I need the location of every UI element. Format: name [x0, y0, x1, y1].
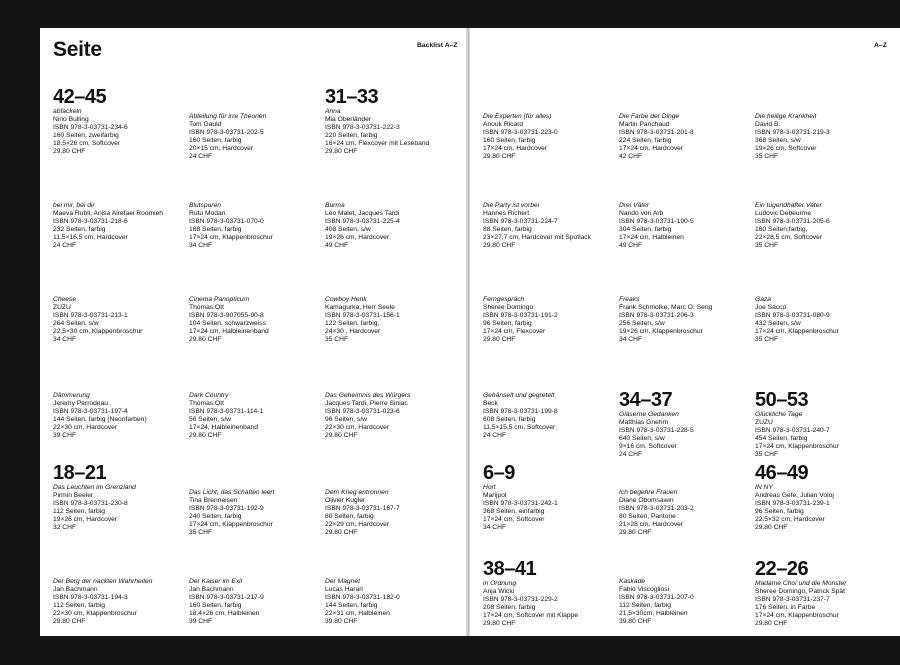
entry-author: Kamagurka, Herr Seele: [325, 304, 395, 311]
entry-isbn: ISBN 978-3-03731-203-2: [619, 505, 694, 512]
entry-isbn: ISBN 978-3-03731-222-3: [325, 124, 400, 131]
entry-isbn: ISBN 978-3-03731-191-2: [483, 312, 558, 319]
book-entry: [189, 489, 321, 537]
entry-price: 29.80 CHF: [755, 620, 788, 627]
entry-isbn: ISBN 978-3-03731-239-1: [755, 500, 830, 507]
entry-title: Die Party ist vorbei: [483, 202, 540, 209]
entry-format: 17×24, Halbleinenband: [189, 424, 258, 431]
entry-format: 17×24 cm, Klappenbroschur: [755, 443, 839, 450]
entry-pages: 232 Seiten, farbig: [53, 226, 106, 233]
book-entry: [53, 202, 185, 250]
left-entry-grid: [40, 28, 468, 636]
book-entry: [483, 462, 615, 532]
book-entry: [755, 202, 887, 250]
entry-format: 17×24 cm, Klappenbroschur: [755, 612, 839, 619]
entry-author: Lucas Harari: [325, 586, 363, 593]
entry-pages: 168 Seiten, farbig: [189, 226, 242, 233]
entry-price: 39 CHF: [53, 432, 77, 439]
entry-pages: 56 Seiten, s/w: [189, 416, 232, 423]
entry-title: Der Berg der nackten Wahrheiten: [53, 578, 153, 585]
book-entry: [483, 296, 615, 344]
entry-pages: 88 Seiten, farbig: [483, 226, 532, 233]
entry-price: 24 CHF: [483, 432, 507, 439]
entry-title: Glückliche Tage: [755, 411, 803, 418]
entry-price: 29.80 CHF: [755, 524, 788, 531]
entry-format: 19×26 cm, Klappenbroschur: [619, 328, 703, 335]
book-entry: [189, 113, 321, 161]
entry-title: in Ordnung: [483, 580, 517, 587]
right-entry-grid: [470, 28, 900, 636]
entry-price: 29.80 CHF: [53, 618, 86, 625]
entry-title: Ferngespräch: [483, 296, 525, 303]
entry-isbn: ISBN 978-3-03731-217-9: [189, 594, 264, 601]
entry-isbn: ISBN 978-3-03731-228-5: [619, 427, 694, 434]
entry-isbn: ISBN 978-3-03731-234-6: [53, 124, 128, 131]
entry-price: 29.80 CHF: [483, 153, 516, 160]
book-entry: [53, 392, 185, 440]
entry-title: IN NY: [755, 484, 773, 491]
running-head-left: Backlist A–Z: [417, 42, 458, 49]
entry-isbn: ISBN 978-3-03731-207-0: [619, 594, 694, 601]
entry-price: 29.80 CHF: [619, 529, 652, 536]
entry-price: 35 CHF: [755, 451, 779, 458]
book-entry: [189, 296, 321, 344]
entry-isbn: ISBN 978-3-03731-218-6: [53, 218, 128, 225]
book-entry: [53, 296, 185, 344]
entry-isbn: ISBN 978-3-03731-205-6: [755, 218, 830, 225]
entry-price: 34 CHF: [189, 242, 213, 249]
entry-title: Die Experten (für alles): [483, 113, 552, 120]
entry-title: Freaks: [619, 296, 640, 303]
entry-title: abfackeln: [53, 108, 82, 115]
book-entry: [619, 578, 751, 626]
entry-pages: 240 Seiten, farbig: [189, 513, 242, 520]
entry-author: Matthias Gnehm: [619, 419, 669, 426]
entry-title: Der Magnet: [325, 578, 360, 585]
entry-pages: 208 Seiten, farbig: [483, 604, 536, 611]
range-heading: 50–53: [755, 389, 809, 411]
entry-format: 22×30 cm, Hardcover: [325, 424, 390, 431]
entry-isbn: ISBN 978-3-03731-230-8: [53, 500, 128, 507]
entry-title: Burma: [325, 202, 345, 209]
entry-price: 35 CHF: [755, 242, 779, 249]
range-heading: 38–41: [483, 558, 537, 580]
entry-isbn: ISBN 978-3-03731-201-8: [619, 129, 694, 136]
entry-format: 21×28 cm, Hardcover: [619, 521, 684, 528]
entry-format: 19×26 cm, Hardcover: [325, 234, 390, 241]
entry-isbn: ISBN 978-3-03731-206-3: [619, 312, 694, 319]
book-entry: [755, 558, 887, 628]
entry-price: 29.80 CHF: [483, 620, 516, 627]
book-entry: [325, 578, 457, 626]
entry-pages: 96 Seiten, farbig: [755, 508, 804, 515]
entry-author: Rutu Modan: [189, 210, 226, 217]
entry-format: 18,4×26 cm, Halbleinen: [189, 610, 260, 617]
entry-title: Gaza: [755, 296, 771, 303]
entry-author: Nando von Arb: [619, 210, 664, 217]
book-entry: [755, 389, 887, 459]
entry-format: 17×24 cm, Hardcover: [483, 145, 548, 152]
entry-price: 34 CHF: [483, 524, 507, 531]
entry-format: 20×15 cm, Hardcover: [189, 145, 254, 152]
book-entry: [325, 86, 457, 156]
entry-author: Jan Bachmann: [53, 586, 98, 593]
entry-author: Olivier Kugler: [325, 497, 366, 504]
entry-author: Fabio Viscogliosi: [619, 586, 670, 593]
entry-format: 17×24 cm, Halbleinenband: [189, 328, 269, 335]
entry-format: 22×30 cm, Klappenbroschur: [53, 610, 137, 617]
entry-isbn: ISBN 978-3-03731-225-4: [325, 218, 400, 225]
entry-title: Madame Choi und die Monster: [755, 580, 847, 587]
entry-author: Thomas Ott: [189, 400, 224, 407]
entry-isbn: ISBN 978-3-03731-199-8: [483, 408, 558, 415]
entry-format: 21,5×30cm, Halbleinen: [619, 610, 688, 617]
entry-author: Joe Sacco: [755, 304, 787, 311]
entry-format: 17×24 cm, Flexcover: [483, 328, 546, 335]
entry-title: Die Farbe der Dinge: [619, 113, 680, 120]
book-entry: [325, 296, 457, 344]
entry-author: Nino Bulling: [53, 116, 89, 123]
entry-isbn: ISBN 978-3-03731-213-1: [53, 312, 128, 319]
book-entry: [325, 489, 457, 537]
entry-format: 11,5×16,5 cm, Hardcover: [53, 234, 128, 241]
entry-title: Dem Krieg entronnen: [325, 489, 389, 496]
book-entry: [325, 392, 457, 440]
entry-author: Beck: [483, 400, 498, 407]
book-entry: [483, 392, 615, 440]
entry-isbn: ISBN 978-3-03731-229-2: [483, 596, 558, 603]
entry-isbn: ISBN 978-3-03731-192-9: [189, 505, 264, 512]
entry-price: 29.80 CHF: [325, 529, 358, 536]
entry-author: Sheree Domingo, Patrick Spät: [755, 588, 845, 595]
entry-price: 35 CHF: [755, 336, 779, 343]
entry-title: Abteilung für irre Theorien: [189, 113, 267, 120]
entry-title: Blutspuren: [189, 202, 221, 209]
entry-isbn: ISBN 978-3-03731-114-1: [189, 408, 264, 415]
entry-pages: 96 Seiten, farbig: [483, 320, 532, 327]
book-entry: [755, 113, 887, 161]
book-entry: [189, 202, 321, 250]
entry-price: 29.80 CHF: [53, 148, 86, 155]
entry-pages: 112 Seiten, farbig: [619, 602, 671, 609]
entry-title: Ein tugendhafter Vater: [755, 202, 822, 209]
entry-pages: 144 Seiten, farbig (Neonfarben): [53, 416, 147, 423]
entry-pages: 96 Seiten, s/w: [325, 416, 368, 423]
entry-price: 29.80 CHF: [189, 432, 222, 439]
range-heading: 42–45: [53, 86, 107, 108]
entry-price: 34 CHF: [53, 336, 77, 343]
entry-price: 29.80 CHF: [483, 242, 516, 249]
book-entry: [619, 113, 751, 161]
entry-pages: 176 Seiten, in Farbe: [755, 604, 816, 611]
left-page: [40, 28, 468, 636]
book-entry: [189, 578, 321, 626]
entry-format: 23×27,7 cm, Hardcover mit Spotlack: [483, 234, 591, 241]
entry-title: Die heilige Krankheit: [755, 113, 817, 120]
entry-isbn: ISBN 978-3-03731-182-0: [325, 594, 400, 601]
entry-price: 42 CHF: [619, 153, 643, 160]
entry-format: 17×24 cm, Halbleinen: [619, 234, 684, 241]
entry-author: Mia Oberländer: [325, 116, 372, 123]
entry-author: ZUZU: [53, 304, 71, 311]
entry-format: 22.5×32 cm, Hardcover: [755, 516, 825, 523]
entry-isbn: ISBN 978-3-907055-90-8: [189, 312, 264, 319]
range-heading: 18–21: [53, 462, 107, 484]
entry-author: Sheree Domingo: [483, 304, 534, 311]
entry-pages: 112 Seiten, farbig: [53, 602, 105, 609]
entry-title: Dämmerung: [53, 392, 90, 399]
entry-author: Jacques Tardi, Pierre Siniac: [325, 400, 408, 407]
entry-author: Maeva Rubli, Anisa Alrefaei Roomieh: [53, 210, 164, 217]
entry-pages: 122 Seiten, farbig,: [325, 320, 380, 327]
entry-pages: 264 Seiten, s/w: [53, 320, 99, 327]
entry-pages: 432 Seiten, s/w: [755, 320, 801, 327]
entry-price: 49 CHF: [619, 242, 643, 249]
entry-pages: 408 Seiten, s/w: [325, 226, 371, 233]
entry-author: David B.: [755, 121, 781, 128]
entry-format: 17×24 cm, Klappenbroschur: [189, 234, 273, 241]
entry-price: 29.80 CHF: [189, 336, 222, 343]
entry-author: Pirmin Beeler: [53, 492, 94, 499]
entry-pages: 160 Seiten,farbig,: [755, 226, 808, 233]
entry-author: Martin Panchaud: [619, 121, 670, 128]
entry-format: 16×24 cm, Flexcover mit Leseband: [325, 140, 430, 147]
entry-format: 19×26 cm, Softcover: [755, 145, 817, 152]
entry-price: 24 CHF: [53, 242, 77, 249]
entry-author: Jan Bachmann: [189, 586, 234, 593]
entry-price: 29.80 CHF: [483, 336, 516, 343]
entry-author: Marijpol: [483, 492, 507, 499]
entry-isbn: ISBN 978-3-03731-190-5: [619, 218, 694, 225]
entry-author: Tina Brenneisen: [189, 497, 238, 504]
entry-format: 19×26 cm, Hardcover: [53, 516, 118, 523]
entry-title: Das Leuchten im Grenzland: [53, 484, 136, 491]
book-entry: [619, 389, 751, 459]
entry-format: 17×24 cm, Klappenbroschur: [755, 328, 839, 335]
entry-title: Gläserne Gedanken: [619, 411, 679, 418]
entry-price: 32 CHF: [53, 524, 77, 531]
entry-title: Das Licht, das Schatten leert: [189, 489, 275, 496]
entry-author: Léo Malet, Jacques Tardi: [325, 210, 400, 217]
range-heading: 34–37: [619, 389, 673, 411]
entry-price: 35 CHF: [755, 153, 779, 160]
entry-isbn: ISBN 978-3-03731-240-7: [755, 427, 830, 434]
entry-title: Kaskade: [619, 578, 646, 585]
entry-price: 34 CHF: [619, 336, 643, 343]
entry-price: 29.80 CHF: [325, 148, 358, 155]
entry-format: 9×16 cm, Softcover: [619, 443, 677, 450]
entry-author: Frank Schmolke, Marc O. Seng: [619, 304, 713, 311]
book-entry: [619, 489, 751, 537]
entry-pages: 454 Seiten, farbig: [755, 435, 808, 442]
entry-title: Cheese: [53, 296, 77, 303]
book-entry: [483, 202, 615, 250]
entry-author: Ludovic Debeurme: [755, 210, 812, 217]
entry-author: Tom Gauld: [189, 121, 222, 128]
entry-isbn: ISBN 978-3-03731-023-6: [325, 408, 400, 415]
book-entry: [189, 392, 321, 440]
book-entry: [53, 86, 185, 156]
entry-isbn: ISBN 978-3-03731-167-7: [325, 505, 400, 512]
entry-author: Andreas Gefe, Julian Voloj: [755, 492, 834, 499]
entry-isbn: ISBN 978-3-03731-223-0: [483, 129, 558, 136]
entry-format: 17×24 cm, Klappenbroschur: [189, 521, 273, 528]
entry-author: ZUZU: [755, 419, 773, 426]
entry-title: Cinema Panopticum: [189, 296, 250, 303]
book-entry: [619, 202, 751, 250]
right-page: [470, 28, 900, 636]
entry-title: Der Kaiser im Exil: [189, 578, 243, 585]
entry-pages: 608 Seiten, farbig: [483, 416, 536, 423]
entry-price: 24 CHF: [619, 451, 643, 458]
book-entry: [325, 202, 457, 250]
entry-price: 24 CHF: [189, 153, 213, 160]
entry-format: 17×24 cm, Softcover: [483, 516, 545, 523]
entry-author: Anja Wicki: [483, 588, 515, 595]
entry-author: Jeremy Perrodeau: [53, 400, 109, 407]
entry-title: Hort: [483, 484, 496, 491]
entry-pages: 160 Seiten, farbig: [483, 137, 536, 144]
entry-pages: 160 Seiten, farbig: [189, 602, 242, 609]
entry-format: 22×30 cm, Hardcover: [53, 424, 118, 431]
entry-pages: 304 Seiten, farbig: [619, 226, 672, 233]
page-title: Seite: [53, 38, 102, 61]
entry-author: Hannes Richert: [483, 210, 530, 217]
entry-title: Anna: [325, 108, 341, 115]
entry-pages: 160 Seiten, farbig: [189, 137, 242, 144]
entry-author: Thomas Ott: [189, 304, 224, 311]
entry-pages: 80 Seiten, Pantone: [619, 513, 676, 520]
entry-pages: 144 Seiten, farbig: [325, 602, 378, 609]
entry-title: Cowboy Henk: [325, 296, 367, 303]
entry-pages: 160 Seiten, zweifarbig: [53, 132, 119, 139]
entry-isbn: ISBN 978-3-03731-080-9: [755, 312, 830, 319]
entry-pages: 220 Seiten, farbig: [325, 132, 378, 139]
entry-format: 22×29 cm, Hardcover: [325, 521, 390, 528]
entry-format: 22×28,5 cm, Softcover: [755, 234, 823, 241]
entry-format: 22×31 cm, Halbleinen: [325, 610, 390, 617]
entry-author: Anouk Ricard: [483, 121, 524, 128]
entry-price: 49 CHF: [325, 242, 349, 249]
entry-isbn: ISBN 978-3-03731-194-3: [53, 594, 128, 601]
entry-pages: 368 Seiten, s/w: [755, 137, 801, 144]
entry-title: Drei Väter: [619, 202, 650, 209]
entry-price: 29.80 CHF: [325, 432, 358, 439]
entry-format: 18,5×26 cm, Softcover: [53, 140, 121, 147]
entry-isbn: ISBN 978-3-03731-237-7: [755, 596, 830, 603]
entry-pages: 112 Seiten, farbig: [53, 508, 105, 515]
entry-format: 17×24 cm, Softcover mit Klappe: [483, 612, 578, 619]
entry-title: Dark Country: [189, 392, 229, 399]
book-entry: [755, 462, 887, 532]
entry-isbn: ISBN 978-3-03731-202-5: [189, 129, 264, 136]
entry-isbn: ISBN 978-3-03731-070-0: [189, 218, 264, 225]
book-entry: [53, 578, 185, 626]
book-entry: [53, 462, 185, 532]
entry-price: 35 CHF: [189, 529, 213, 536]
entry-format: 17×24 cm, Hardcover: [619, 145, 684, 152]
entry-pages: 224 Seiten, farbig: [619, 137, 672, 144]
entry-isbn: ISBN 978-3-03731-156-1: [325, 312, 400, 319]
range-heading: 31–33: [325, 86, 379, 108]
entry-format: 24×30 , Hardcover: [325, 328, 381, 335]
entry-title: bei mir, bei dir: [53, 202, 95, 209]
range-heading: 22–26: [755, 558, 809, 580]
running-head-right: A–Z: [874, 42, 887, 49]
entry-price: 39 CHF: [189, 618, 213, 625]
book-entry: [483, 113, 615, 161]
entry-price: 35 CHF: [325, 336, 349, 343]
entry-pages: 256 Seiten, s/w: [619, 320, 665, 327]
entry-pages: 368 Seiten, einfarbig: [483, 508, 545, 515]
book-entry: [619, 296, 751, 344]
entry-pages: 640 Seiten, s/w: [619, 435, 665, 442]
entry-title: Ich begehre Frauen: [619, 489, 678, 496]
entry-isbn: ISBN 978-3-03731-197-4: [53, 408, 128, 415]
book-entry: [483, 558, 615, 628]
entry-price: 39.80 CHF: [325, 618, 358, 625]
entry-title: Gehänselt und gegretelt: [483, 392, 555, 399]
entry-pages: 80 Seiten, farbig: [325, 513, 374, 520]
entry-isbn: ISBN 978-3-03731-219-3: [755, 129, 830, 136]
entry-isbn: ISBN 978-3-03731-224-7: [483, 218, 558, 225]
entry-author: Diane Obomsawin: [619, 497, 674, 504]
entry-price: 39.80 CHF: [619, 618, 652, 625]
entry-isbn: ISBN 978-3-03731-242-1: [483, 500, 558, 507]
entry-format: 11,5×15,5 cm, Softcover: [483, 424, 556, 431]
entry-title: Das Geheimnis des Würgers: [325, 392, 411, 399]
entry-format: 22,5×30 cm, Klappenbroschur: [53, 328, 143, 335]
entry-pages: 104 Seiten, schwarzweiss: [189, 320, 266, 327]
book-entry: [755, 296, 887, 344]
range-heading: 46–49: [755, 462, 809, 484]
range-heading: 6–9: [483, 462, 515, 484]
